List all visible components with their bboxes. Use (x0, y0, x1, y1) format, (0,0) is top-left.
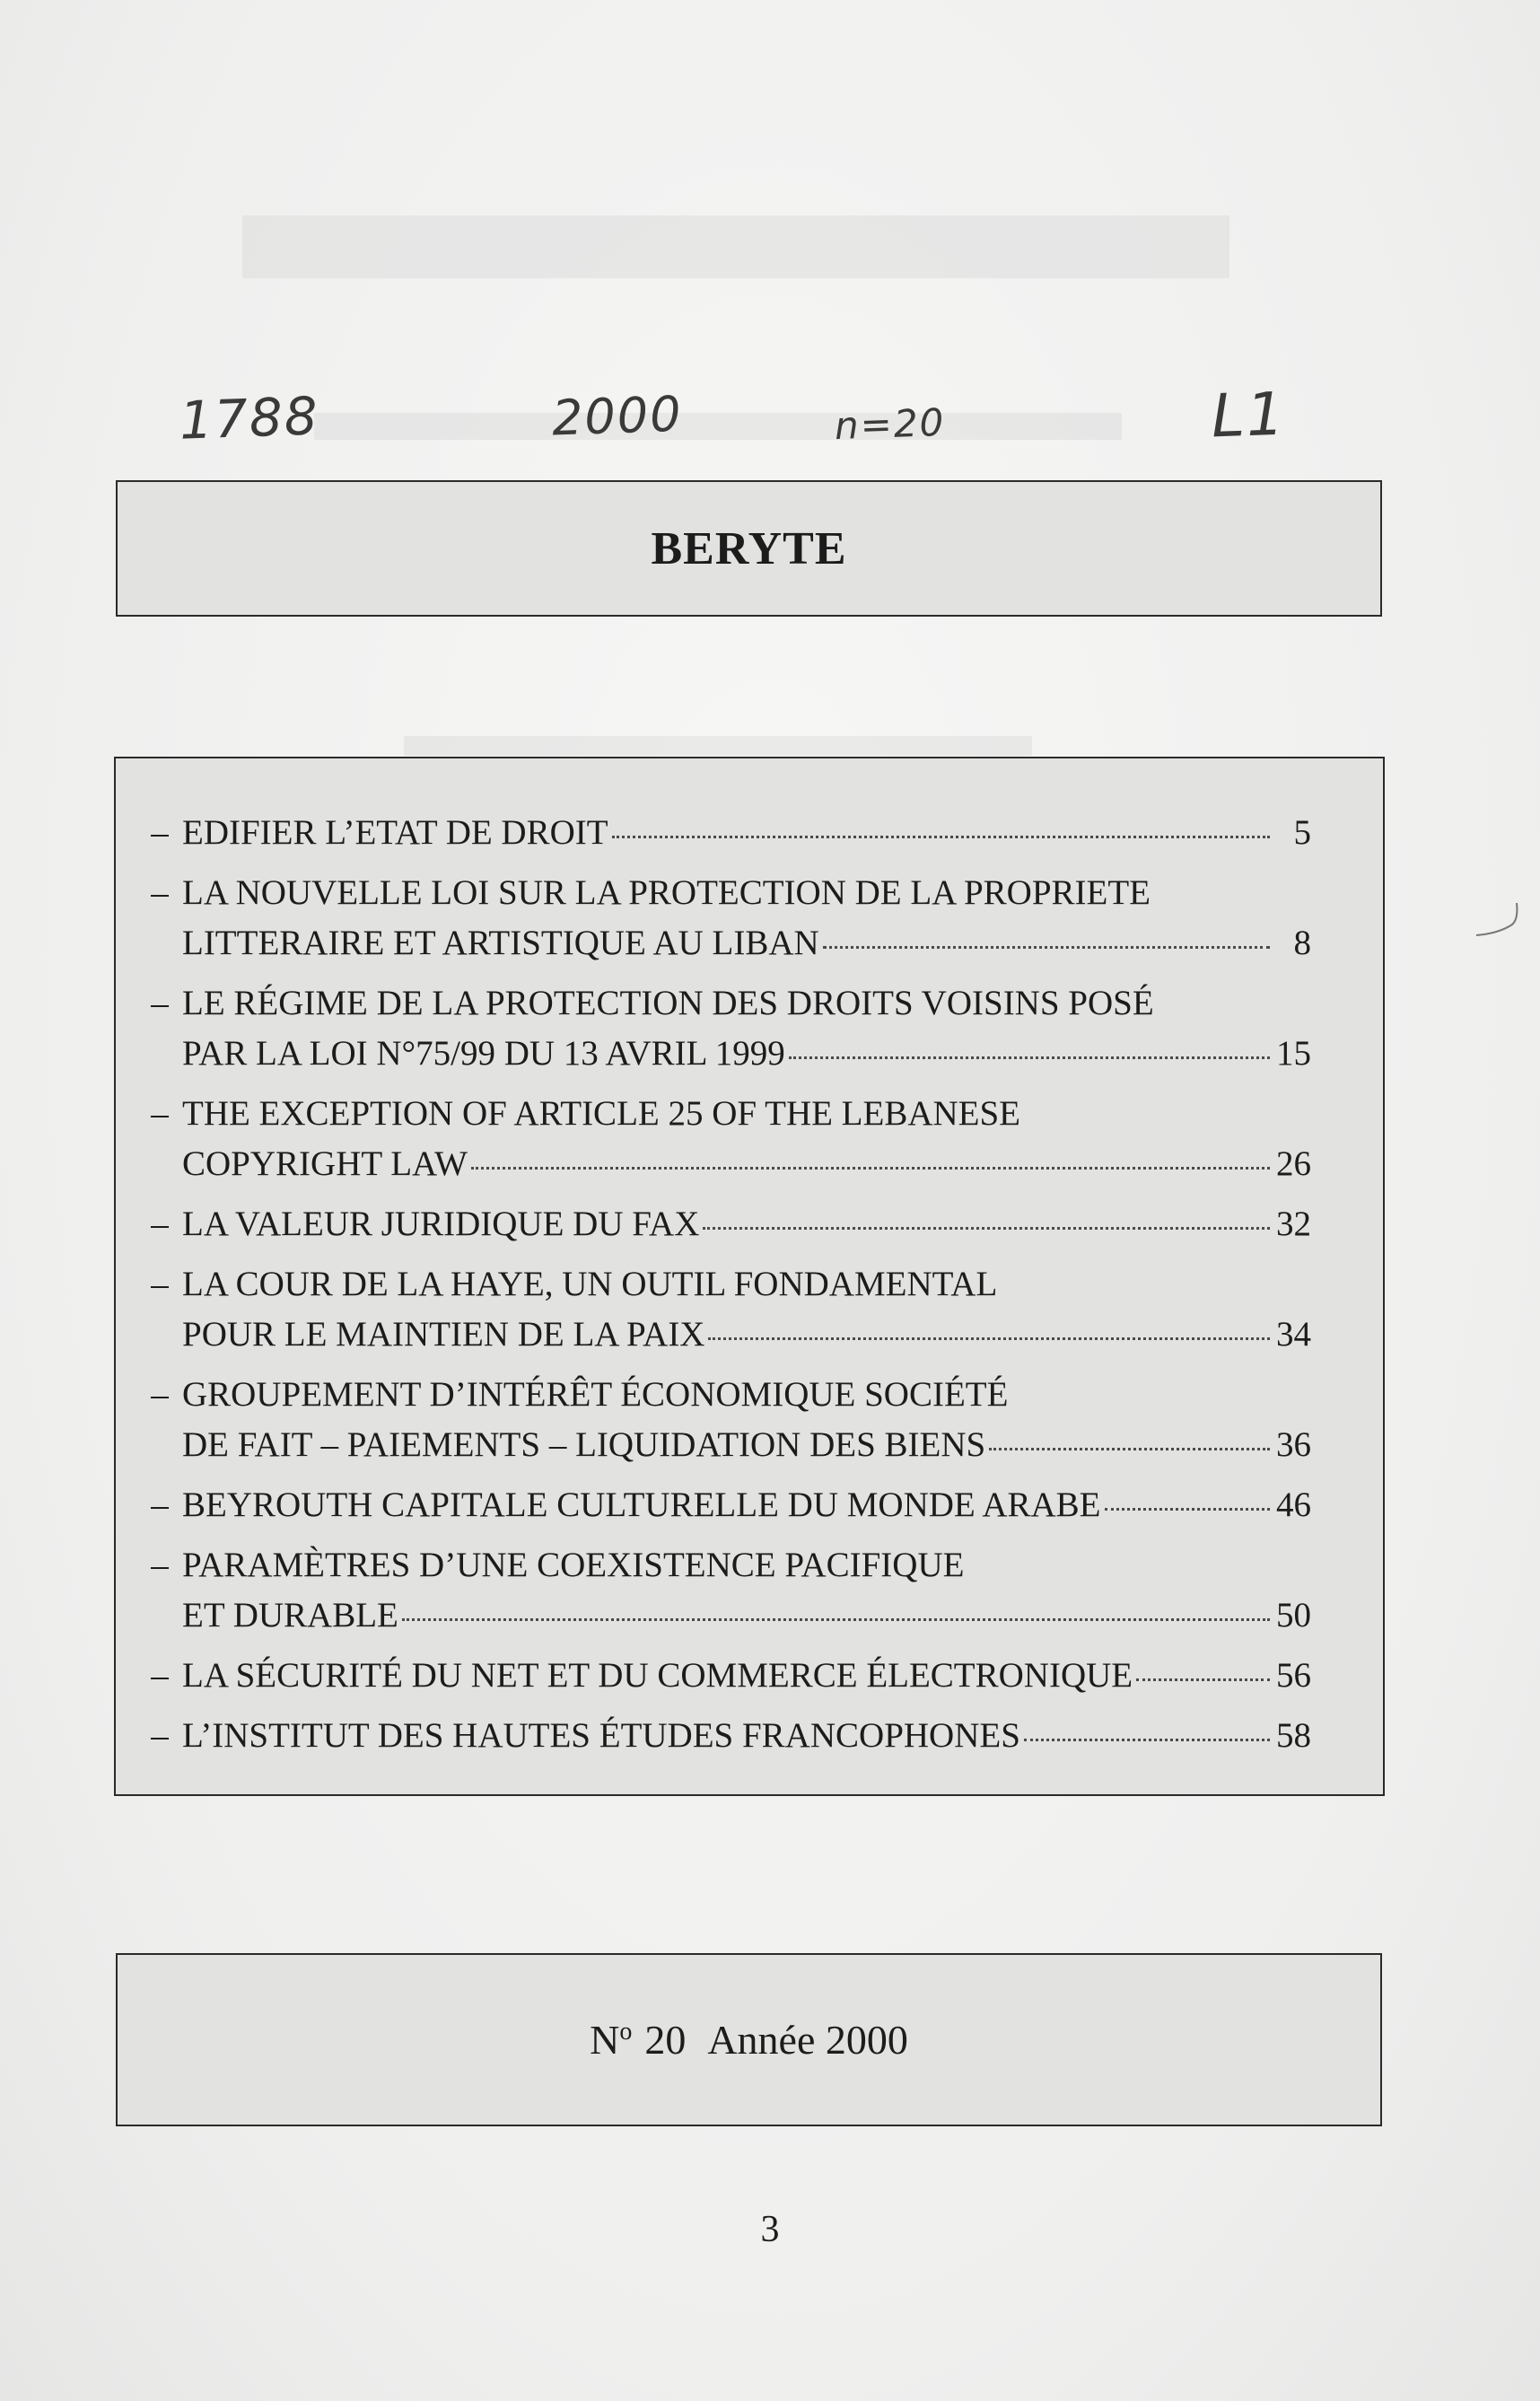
toc-entry (137, 1199, 1311, 1249)
handwritten-note-4: L1 (1210, 379, 1288, 451)
issue-label (590, 2016, 908, 2064)
toc-entry-body (182, 1199, 1311, 1249)
toc-entry-body (182, 1540, 1311, 1641)
toc-entry (137, 1651, 1311, 1701)
toc-dot-leader (471, 1167, 1270, 1170)
toc-entry-title: COPYRIGHT LAW (182, 1144, 468, 1183)
toc-entry-last-line (182, 808, 1311, 858)
toc-page-number: 26 (1276, 1144, 1311, 1183)
toc-entry-last-line (182, 1199, 1311, 1249)
toc-dash: – (151, 813, 169, 852)
toc-entry-body (182, 1089, 1311, 1189)
toc-entry-last-line (182, 1139, 1311, 1189)
toc-entry-title: DE FAIT – PAIEMENTS – LIQUIDATION DES BIENS (182, 1425, 986, 1464)
toc-dash: – (151, 1375, 169, 1414)
toc-dot-leader (1136, 1678, 1270, 1681)
toc-dot-leader (708, 1337, 1270, 1340)
toc-list (137, 808, 1311, 1761)
toc-entry-title: BEYROUTH CAPITALE CULTURELLE DU MONDE ARABE (182, 1485, 1101, 1524)
toc-entry-title: LITTERAIRE ET ARTISTIQUE AU LIBAN (182, 924, 819, 962)
toc-page-number: 36 (1276, 1425, 1311, 1464)
toc-dash: – (151, 1205, 169, 1243)
toc-entry (137, 1480, 1311, 1530)
toc-page-number: 8 (1293, 924, 1311, 962)
toc-entry (137, 1089, 1311, 1189)
toc-entry-title: LA VALEUR JURIDIQUE DU FAX (182, 1205, 700, 1243)
toc-entry (137, 1370, 1311, 1470)
toc-page-number: 34 (1276, 1315, 1311, 1354)
toc-dot-leader (703, 1227, 1270, 1230)
toc-entry-body (182, 1370, 1311, 1470)
toc-entry-title-line: GROUPEMENT D’INTÉRÊT ÉCONOMIQUE SOCIÉTÉ (182, 1375, 1009, 1414)
toc-dash: – (151, 1265, 169, 1303)
toc-entry-last-line (182, 1310, 1311, 1360)
toc-entry-body (182, 978, 1311, 1079)
toc-entry (137, 1711, 1311, 1761)
issue-box (116, 1953, 1382, 2126)
handwritten-note-1: 1788 (178, 385, 320, 451)
toc-entry-title-line: LE RÉGIME DE LA PROTECTION DES DROITS VOISINS POSÉ (182, 984, 1154, 1022)
toc-entry-body (182, 808, 1311, 858)
issue-prefix: N (590, 2017, 620, 2063)
toc-page-number: 5 (1293, 813, 1311, 852)
toc-dash: – (151, 1485, 169, 1524)
handwritten-note-3: n=20 (834, 399, 947, 449)
issue-number: 20 (644, 2017, 687, 2063)
toc-dash: – (151, 1094, 169, 1133)
toc-entry-title-line: THE EXCEPTION OF ARTICLE 25 OF THE LEBANESE (182, 1094, 1021, 1133)
toc-entry-title-line: PARAMÈTRES D’UNE COEXISTENCE PACIFIQUE (182, 1546, 965, 1584)
toc-entry-body (182, 1259, 1311, 1360)
toc-entry-body (182, 1651, 1311, 1701)
toc-page-number: 50 (1276, 1596, 1311, 1634)
toc-page-number: 46 (1276, 1485, 1311, 1524)
toc-entry-last-line (182, 918, 1311, 968)
toc-entry-body (182, 1480, 1311, 1530)
margin-pencil-mark (1472, 898, 1526, 942)
toc-entry-title-line: LA NOUVELLE LOI SUR LA PROTECTION DE LA PROPRIETE (182, 873, 1151, 912)
toc-dot-leader (1024, 1739, 1270, 1741)
toc-entry (137, 1540, 1311, 1641)
toc-dot-leader (612, 836, 1270, 838)
toc-entry-last-line (182, 1711, 1311, 1761)
toc-dash: – (151, 1716, 169, 1755)
toc-entry-title-line: LA COUR DE LA HAYE, UN OUTIL FONDAMENTAL (182, 1265, 998, 1303)
toc-page-number: 56 (1276, 1656, 1311, 1695)
toc-entry-body (182, 1711, 1311, 1761)
toc-entry-title: PAR LA LOI N°75/99 DU 13 AVRIL 1999 (182, 1034, 785, 1073)
toc-dash: – (151, 1546, 169, 1584)
page-number: 3 (760, 2209, 780, 2250)
toc-entry (137, 1259, 1311, 1360)
toc-dot-leader (823, 946, 1270, 949)
toc-entry (137, 868, 1311, 968)
toc-entry-body (182, 868, 1311, 968)
toc-entry (137, 808, 1311, 858)
toc-entry-last-line (182, 1029, 1311, 1079)
toc-dot-leader (989, 1448, 1270, 1450)
toc-dot-leader (789, 1056, 1270, 1059)
toc-entry (137, 978, 1311, 1079)
toc-page-number: 32 (1276, 1205, 1311, 1243)
issue-year: Année 2000 (707, 2017, 908, 2063)
toc-entry-title: L’INSTITUT DES HAUTES ÉTUDES FRANCOPHONES (182, 1716, 1020, 1755)
toc-dash: – (151, 873, 169, 912)
issue-superscript: o (619, 2018, 633, 2046)
toc-entry-last-line (182, 1420, 1311, 1470)
toc-dash: – (151, 1656, 169, 1695)
toc-page-number: 58 (1276, 1716, 1311, 1755)
toc-entry-last-line (182, 1651, 1311, 1701)
toc-entry-last-line (182, 1480, 1311, 1530)
table-of-contents (114, 757, 1385, 1796)
toc-entry-title: LA SÉCURITÉ DU NET ET DU COMMERCE ÉLECTRONIQUE (182, 1656, 1133, 1695)
journal-title: BERYTE (651, 522, 847, 574)
toc-dot-leader (402, 1618, 1270, 1621)
toc-dot-leader (1105, 1508, 1270, 1511)
handwritten-note-2: 2000 (550, 385, 684, 447)
toc-page-number: 15 (1276, 1034, 1311, 1073)
toc-entry-last-line (182, 1590, 1311, 1641)
toc-dash: – (151, 984, 169, 1022)
toc-entry-title: EDIFIER L’ETAT DE DROIT (182, 813, 608, 852)
toc-entry-title: POUR LE MAINTIEN DE LA PAIX (182, 1315, 705, 1354)
toc-entry-title: ET DURABLE (182, 1596, 398, 1634)
title-box (116, 480, 1382, 617)
